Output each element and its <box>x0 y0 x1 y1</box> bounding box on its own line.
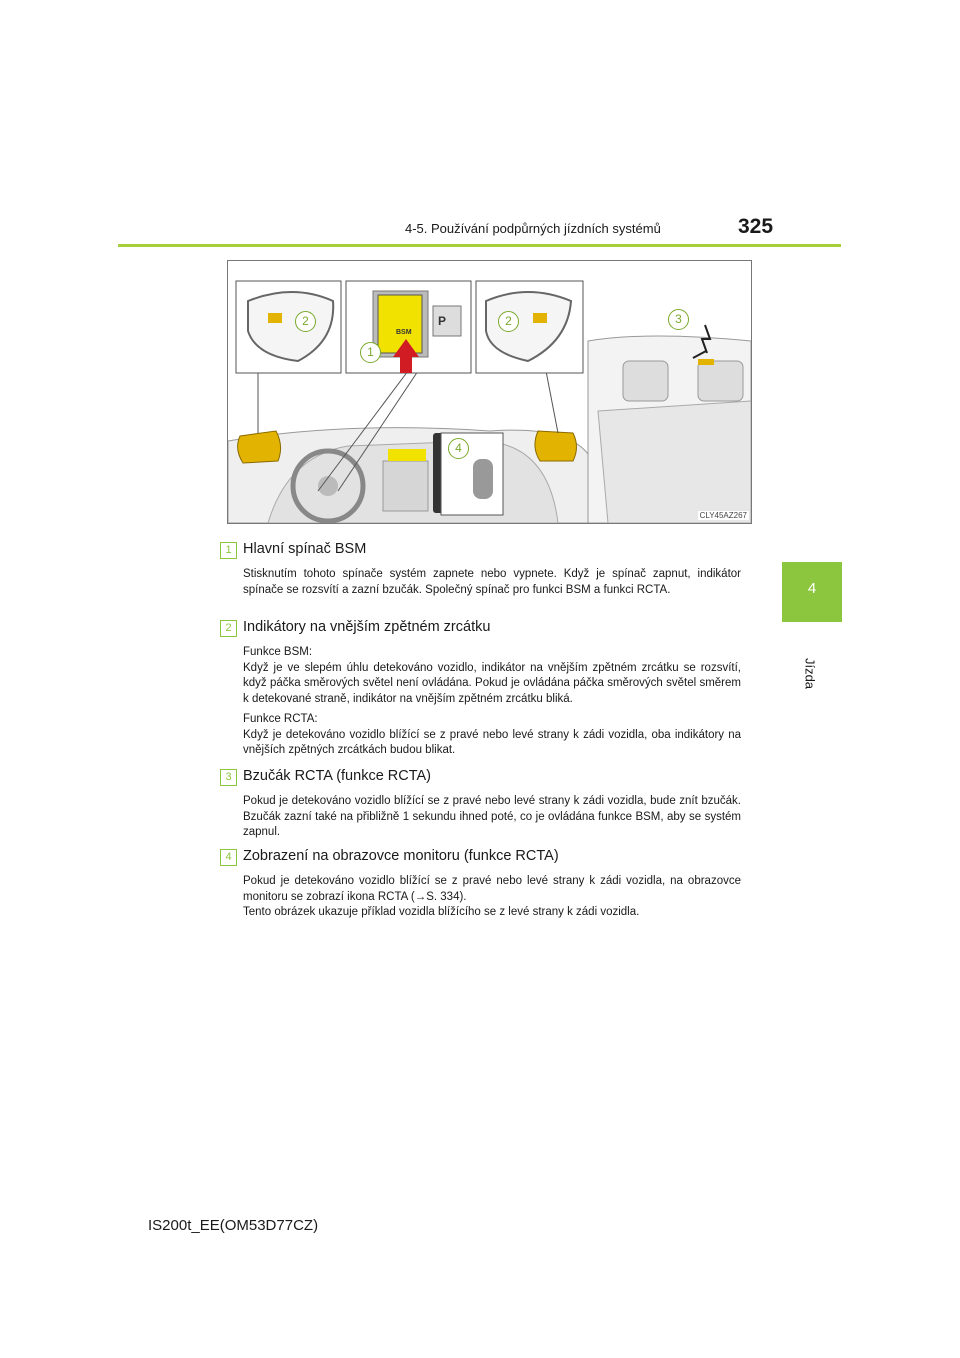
callout-2-left: 2 <box>295 311 316 332</box>
item-body <box>243 794 741 846</box>
callout-1: 1 <box>360 342 381 363</box>
callout-4: 4 <box>448 438 469 459</box>
item-number: 1 <box>220 542 237 559</box>
item-title: Indikátory na vnějším zpětném zrcátku <box>243 619 491 635</box>
header-section: 4-5. Používání podpůrných jízdních systémů <box>405 221 661 236</box>
bsm-button-label: BSM <box>396 329 412 336</box>
chapter-label: Jízda <box>802 657 818 690</box>
item-body <box>243 645 741 764</box>
callout-2-right: 2 <box>498 311 519 332</box>
paragraph: Funkce RCTA: <box>243 713 318 725</box>
page-number: 325 <box>738 215 774 238</box>
illustration-drawing <box>228 261 751 523</box>
item-number: 4 <box>220 849 237 866</box>
chapter-tab <box>782 562 842 622</box>
paragraph: Stisknutím tohoto spínače systém zapnete nebo vypnete. Když je spínač zapnut, indikátor spínače se rozsvítí a zazní bzučák. Společný spínač pro funkci BSM a funkci RCTA. <box>243 568 741 596</box>
header-rule <box>118 244 841 247</box>
item-title: Zobrazení na obrazovce monitoru (funkce RCTA) <box>243 848 559 864</box>
paragraph: Tento obrázek ukazuje příklad vozidla blížícího se z levé strany k zádi vozidla. <box>243 906 640 918</box>
footer-model-code: IS200t_EE(OM53D77CZ) <box>148 1217 319 1234</box>
item-body <box>243 567 741 603</box>
item-title: Hlavní spínač BSM <box>243 541 367 557</box>
figure-code: CLY45AZ267 <box>699 511 747 520</box>
paragraph: Pokud je detekováno vozidlo blížící se z pravé nebo levé strany k zádi vozidla, na obrazovce monitoru se zobrazí ikona RCTA (→S. 334). <box>243 875 741 903</box>
item-number: 3 <box>220 769 237 786</box>
item-body <box>243 874 741 926</box>
paragraph: Pokud je detekováno vozidlo blížící se z pravé nebo levé strany k zádi vozidla, bude znít bzučák. Bzučák zazní také na přibližně 1 sekundu ihned poté, co je ovládána funkce BSM, aby se systém zapnul. <box>243 795 741 838</box>
illustration <box>227 260 752 524</box>
item-title: Bzučák RCTA (funkce RCTA) <box>243 768 432 784</box>
svg-text:P: P <box>438 314 447 328</box>
paragraph: Funkce BSM: <box>243 646 313 658</box>
item-number: 2 <box>220 620 237 637</box>
chapter-number: 4 <box>807 580 817 597</box>
callout-3: 3 <box>668 309 689 330</box>
paragraph: Když je ve slepém úhlu detekováno vozidlo, indikátor na vnějším zpětném zrcátku se rozsvítí, když páčka směrových světel není ovládána. Pokud je ovládána páčka směrových světel směrem k detekované straně, indikátor na vnějším zpětném zrcátku bliká. <box>243 661 741 705</box>
paragraph: Když je detekováno vozidlo blížící se z pravé nebo levé strany k zádi vozidla, oba indikátory na vnějších zpětných zrcátkách budou blikat. <box>243 728 741 756</box>
